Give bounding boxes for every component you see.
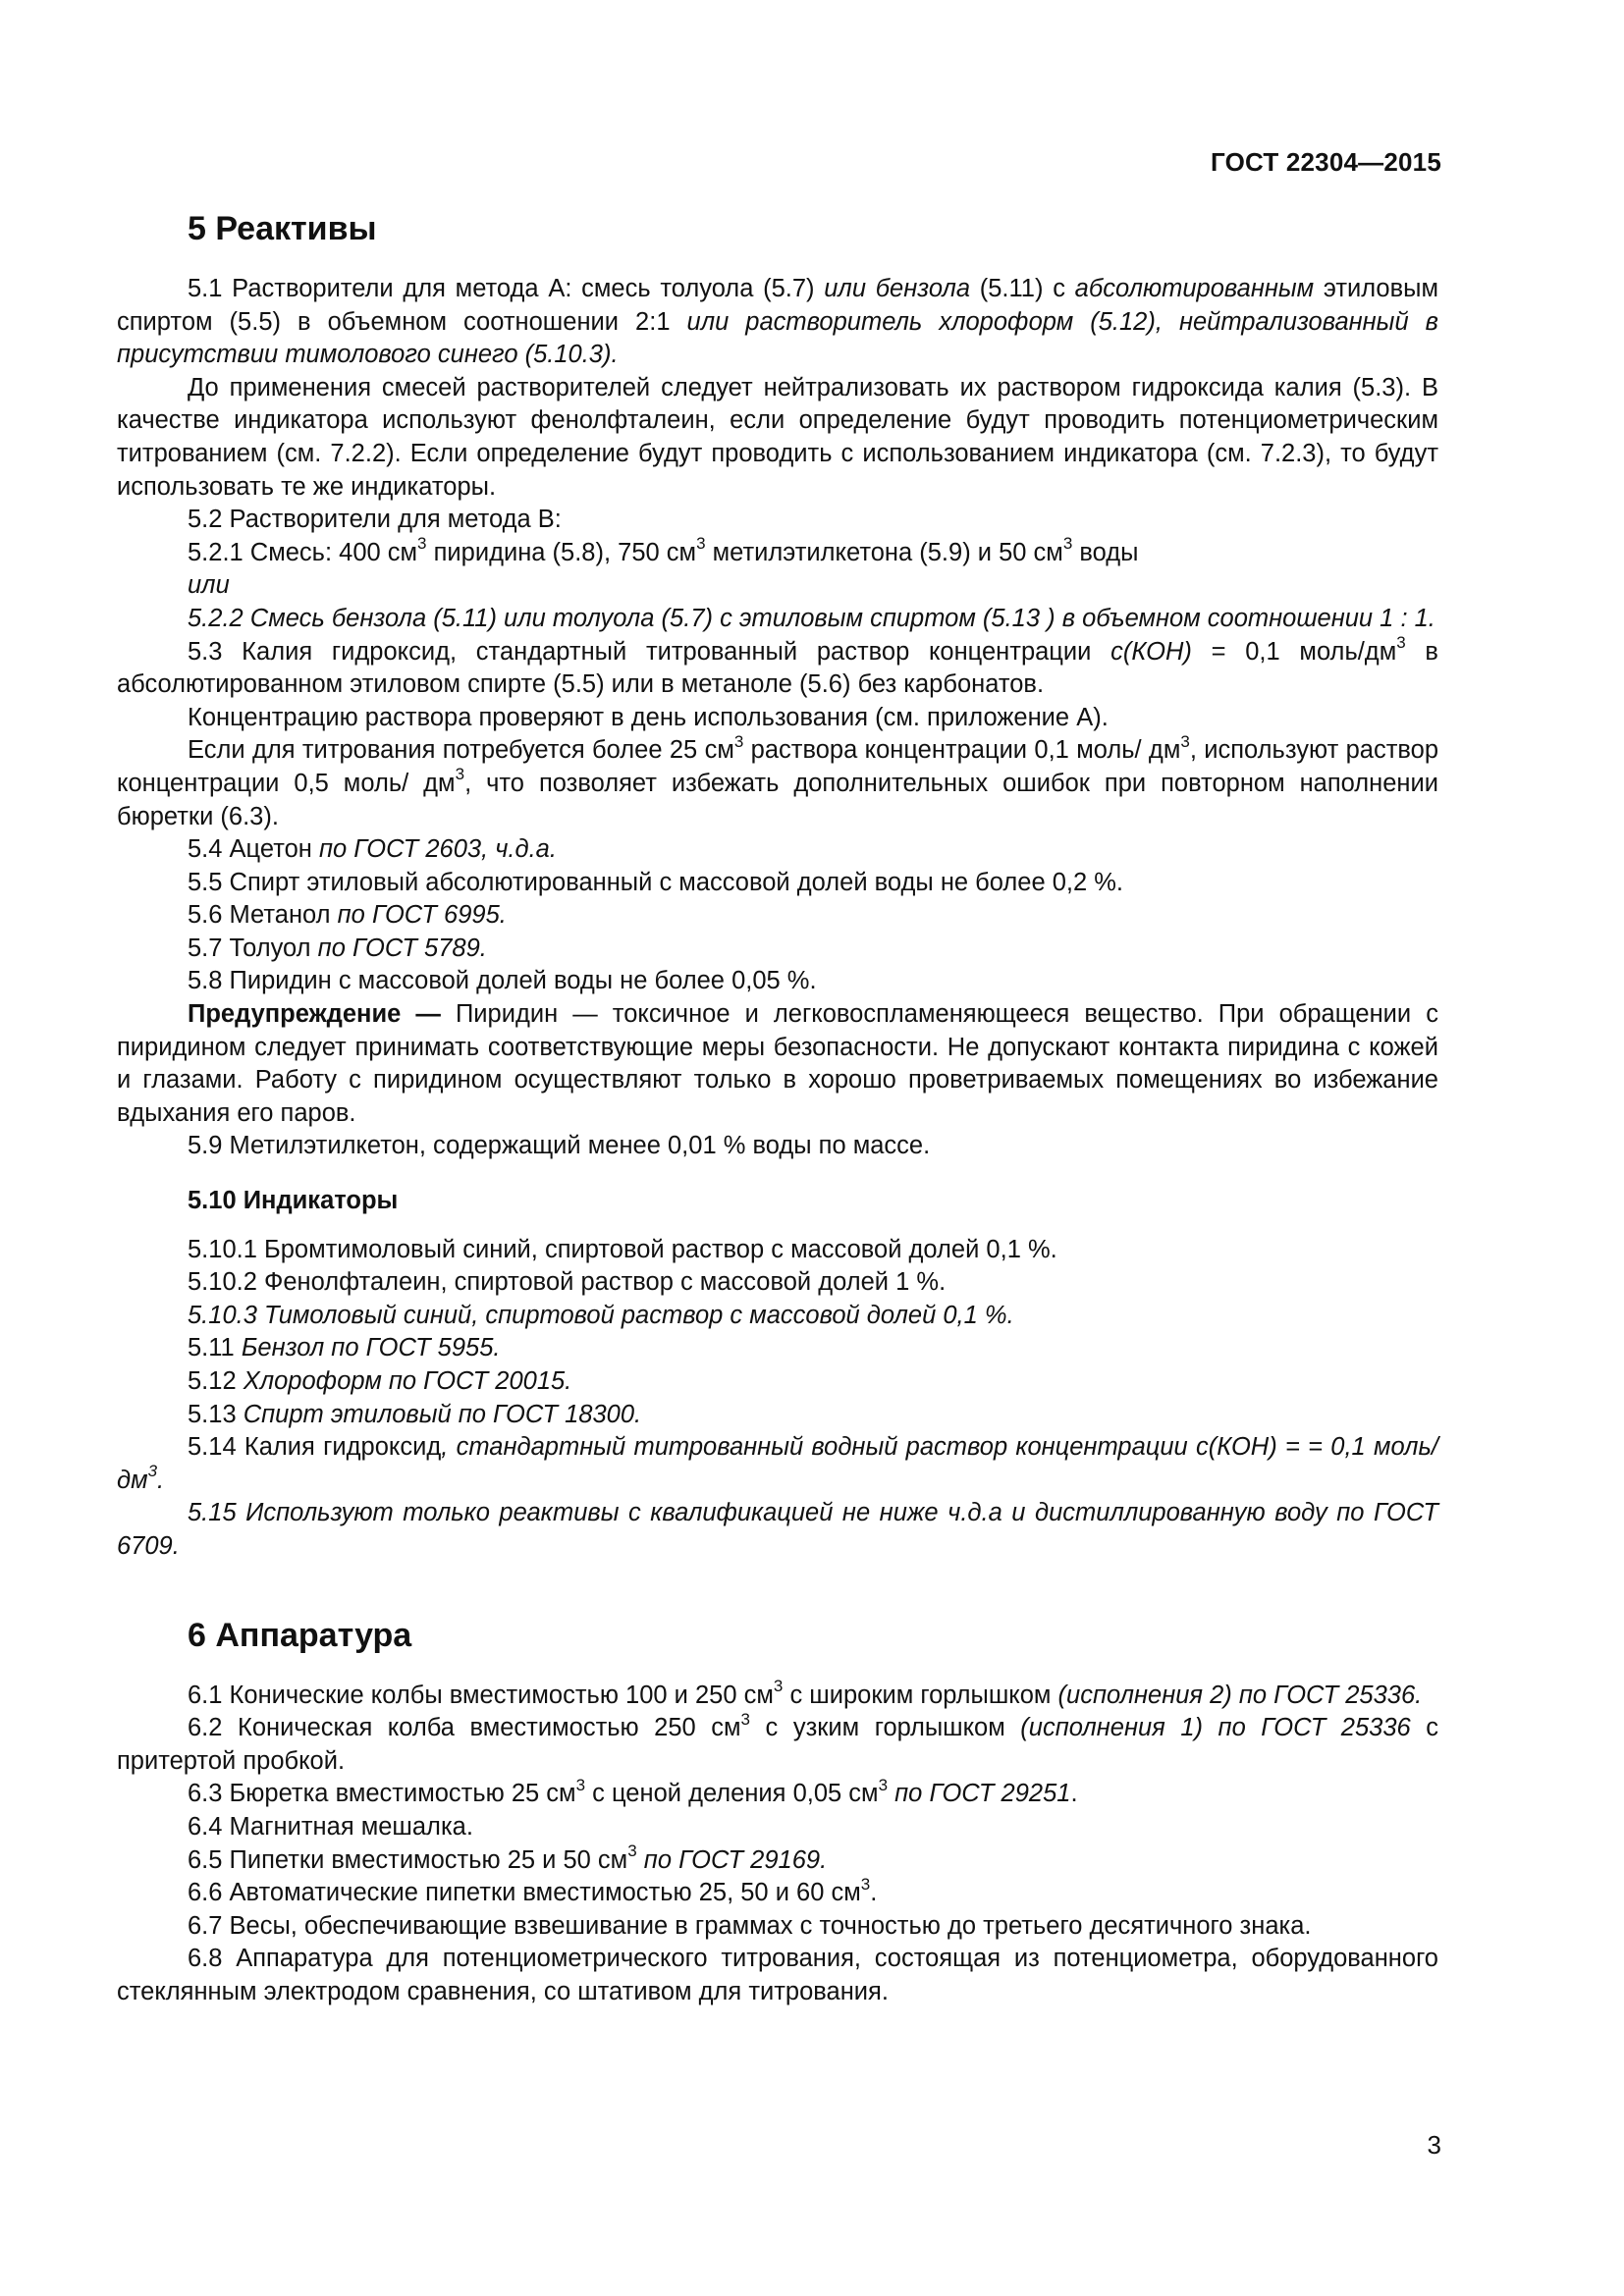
- text-segment: 5.12: [188, 1367, 244, 1395]
- text-segment: 6.7 Весы, обеспечивающие взвешивание в граммах с точностью до третьего десятичного знака.: [188, 1911, 1312, 1940]
- text-segment: Концентрацию раствора проверяют в день использования (см. приложение А).: [188, 703, 1109, 731]
- paragraph: [117, 1811, 1438, 1844]
- text-segment: До применения смесей растворителей следует нейтрализовать их раствором гидроксида калия (5.3). В качестве индикатора используют фенолфталеин, если определение будут проводить потенциометрическим титрованием (см. 7.2.2). Если определение будут проводить с использованием индикатора (см. 7.2.3), то будут использовать те же индикаторы.: [117, 373, 1438, 501]
- superscript: 3: [1062, 534, 1073, 554]
- text-segment: 5.2.1 Смесь: 400 см: [188, 538, 418, 566]
- text-segment: или бензола: [824, 275, 971, 302]
- paragraph: [117, 603, 1438, 636]
- paragraph: [117, 633, 1438, 702]
- paragraph: [117, 899, 1438, 933]
- text-segment: [637, 1846, 644, 1874]
- paragraph: [117, 569, 1438, 603]
- paragraph: [117, 1844, 1438, 1878]
- paragraph: [117, 1332, 1438, 1365]
- text-segment: Предупреждение —: [188, 1000, 441, 1029]
- text-segment: с ценой деления 0,05 см: [585, 1780, 879, 1808]
- superscript: 3: [1180, 731, 1190, 751]
- text-segment: 5.10.1 Бромтимоловый синий, спиртовой раствор с массовой долей 0,1 %.: [188, 1235, 1057, 1263]
- superscript: 3: [575, 1775, 586, 1794]
- text-segment: 5.7 Толуол: [188, 934, 318, 962]
- section-5-title: 5 Реактивы: [188, 210, 377, 247]
- text-segment: = 0,1 моль/дм: [1191, 637, 1397, 666]
- text-segment: 5.10.3 Тимоловый синий, спиртовой раствор с массовой долей 0,1 %.: [188, 1301, 1014, 1329]
- text-segment: 5.3 Калия гидроксид, стандартный титрованный раствор концентрации: [188, 637, 1111, 666]
- superscript: 3: [627, 1842, 637, 1861]
- text-segment: метилэтилкетона (5.9) и 50 см: [705, 538, 1063, 566]
- text-segment: 5.2 Растворители для метода В:: [188, 506, 562, 534]
- text-segment: 5.10.2 Фенолфталеин, спиртовой раствор с массовой долей 1 %.: [188, 1268, 947, 1297]
- text-segment: 5.15 Используют только реактивы с квалификацией не ниже ч.д.а и дистиллированную воду по ГОСТ 6709.: [117, 1499, 1438, 1560]
- superscript: 3: [417, 534, 427, 554]
- text-segment: 5.5 Спирт этиловый абсолютированный с массовой долей воды не более 0,2 %.: [188, 868, 1124, 896]
- text-segment: по ГОСТ 5789.: [317, 934, 487, 962]
- superscript: 3: [1396, 633, 1406, 653]
- text-segment: 5.4 Ацетон: [188, 835, 319, 864]
- text-segment: .: [157, 1466, 165, 1494]
- text-segment: 6.1 Конические колбы вместимостью 100 и 250 см: [188, 1681, 774, 1709]
- paragraph: [117, 965, 1438, 998]
- text-segment: по ГОСТ 6995.: [337, 901, 507, 930]
- text-segment: (исполнения 1) по ГОСТ 25336: [1020, 1714, 1411, 1742]
- section-6-title: 6 Аппаратура: [188, 1616, 412, 1654]
- paragraph: [117, 867, 1438, 900]
- text-segment: по ГОСТ 2603, ч.д.а.: [318, 835, 557, 864]
- paragraph: [117, 702, 1438, 735]
- text-segment: .: [1070, 1780, 1078, 1808]
- superscript: 3: [773, 1677, 784, 1696]
- text-segment: (5.11) с: [970, 275, 1075, 302]
- text-segment: этиловым спиртом (5.5) в объемном соотношении 2:1: [117, 275, 1439, 336]
- text-segment: Бензол по ГОСТ 5955.: [241, 1334, 501, 1362]
- text-segment: 6.8 Аппаратура для потенциометрического титрования, состоящая из потенциометра, оборудованного стеклянным электродом сравнения, со штативом для титрования.: [117, 1945, 1438, 2005]
- paragraph: [117, 731, 1439, 833]
- document-number-header: ГОСТ 22304—2015: [1211, 147, 1441, 177]
- paragraph: [117, 504, 1438, 537]
- paragraph: [117, 1874, 1438, 1910]
- page-number: 3: [1427, 2130, 1441, 2160]
- text-segment: Хлороформ по ГОСТ 20015.: [243, 1367, 572, 1395]
- text-segment: , стандартный титрованный водный раствор концентрации с(КОН) = = 0,1 моль/дм: [117, 1433, 1438, 1494]
- paragraph: [117, 1709, 1438, 1778]
- text-segment: 6.2 Коническая колба вместимостью 250 см: [188, 1714, 741, 1742]
- text-segment: 5.9 Метилэтилкетон, содержащий менее 0,01 % воды по массе.: [188, 1132, 931, 1160]
- text-segment: 6.3 Бюретка вместимостью 25 см: [188, 1780, 576, 1808]
- paragraph: [117, 933, 1438, 966]
- paragraph: [117, 1943, 1438, 2008]
- text-segment: .: [870, 1879, 878, 1907]
- superscript: 3: [733, 731, 744, 751]
- text-segment: 5.2.2 Смесь бензола (5.11) или толуола (5.7) с этиловым спиртом (5.13 ) в объемном соотношении 1 : 1.: [188, 604, 1435, 632]
- text-segment: 5.14 Калия гидроксид: [188, 1433, 442, 1462]
- text-segment: , что позволяет избежать дополнительных ошибок при повторном наполнении бюретки (6.3).: [117, 769, 1438, 830]
- text-segment: по ГОСТ 29251: [894, 1780, 1071, 1808]
- paragraph: [117, 833, 1438, 867]
- superscript: 3: [147, 1462, 158, 1481]
- text-segment: с широким горлышком: [783, 1681, 1058, 1709]
- paragraph: [117, 1399, 1438, 1432]
- paragraph: [117, 534, 1438, 570]
- paragraph: [117, 1234, 1438, 1267]
- paragraph: [117, 1775, 1438, 1811]
- text-segment: или: [188, 571, 230, 600]
- text-segment: 5.1 Растворители для метода А: смесь толуола (5.7): [188, 275, 825, 302]
- text-segment: 5.13: [188, 1400, 244, 1428]
- text-segment: Если для титрования потребуется более 25 см: [188, 736, 734, 765]
- text-segment: 6.4 Магнитная мешалка.: [188, 1812, 473, 1841]
- section-5-10-title: 5.10 Индикаторы: [188, 1187, 399, 1215]
- superscript: 3: [740, 1709, 751, 1729]
- text-segment: по ГОСТ 29169.: [643, 1845, 828, 1874]
- text-segment: 6.5 Пипетки вместимостью 25 и 50 см: [188, 1845, 628, 1874]
- paragraph: [117, 1300, 1438, 1333]
- section-6-body: [117, 1677, 1438, 2009]
- text-segment: в абсолютированном этиловом спирте (5.5) или в метаноле (5.6) без карбонатов.: [117, 637, 1438, 699]
- paragraph: [117, 372, 1438, 504]
- section-5-body: [117, 273, 1438, 1163]
- text-segment: 6.6 Автоматические пипетки вместимостью 25, 50 и 60 см: [188, 1879, 861, 1907]
- text-segment: пиридина (5.8), 750 см: [426, 538, 697, 566]
- text-segment: абсолютированным: [1074, 275, 1315, 302]
- paragraph: [117, 1497, 1438, 1563]
- paragraph: [117, 1910, 1438, 1944]
- text-segment: , используют раствор концентрации 0,5 моль/ дм: [117, 736, 1439, 797]
- paragraph: [117, 1130, 1438, 1163]
- paragraph: [117, 1431, 1438, 1497]
- superscript: 3: [878, 1775, 889, 1794]
- paragraph: [117, 1266, 1438, 1300]
- paragraph: [117, 273, 1438, 372]
- superscript: 3: [696, 534, 706, 554]
- superscript: 3: [455, 765, 465, 784]
- superscript: 3: [860, 1874, 871, 1894]
- text-segment: или растворитель хлороформ (5.12), нейтрализованный в присутствии тимолового синего (5.10.3).: [117, 307, 1438, 369]
- text-segment: раствора концентрации 0,1 моль/ дм: [743, 736, 1181, 765]
- text-segment: 5.8 Пиридин с массовой долей воды не более 0,05 %.: [188, 967, 817, 995]
- paragraph: [117, 998, 1438, 1130]
- text-segment: воды: [1072, 538, 1139, 566]
- text-segment: с притертой пробкой.: [117, 1714, 1438, 1775]
- section-5-10-body: [117, 1234, 1438, 1564]
- text-segment: 5.6 Метанол: [188, 901, 338, 930]
- text-segment: с узким горлышком: [750, 1714, 1021, 1742]
- text-segment: с(КОН): [1110, 637, 1192, 666]
- text-segment: 5.11: [188, 1334, 242, 1362]
- text-segment: Пиридин — токсичное и легковоспламеняющееся вещество. При обращении с пиридином следует принимать соответствующие меры безопасности. Не допускают контакта пиридина с кожей и глазами. Работу с пиридином осуществляют только в хорошо проветриваемых помещениях во избежание вдыхания его паров.: [117, 1000, 1438, 1127]
- paragraph: [117, 1365, 1438, 1399]
- paragraph: [117, 1677, 1438, 1713]
- text-segment: (исполнения 2) по ГОСТ 25336.: [1057, 1681, 1423, 1709]
- page-content: [117, 206, 1438, 2009]
- text-segment: Спирт этиловый по ГОСТ 18300.: [243, 1400, 642, 1428]
